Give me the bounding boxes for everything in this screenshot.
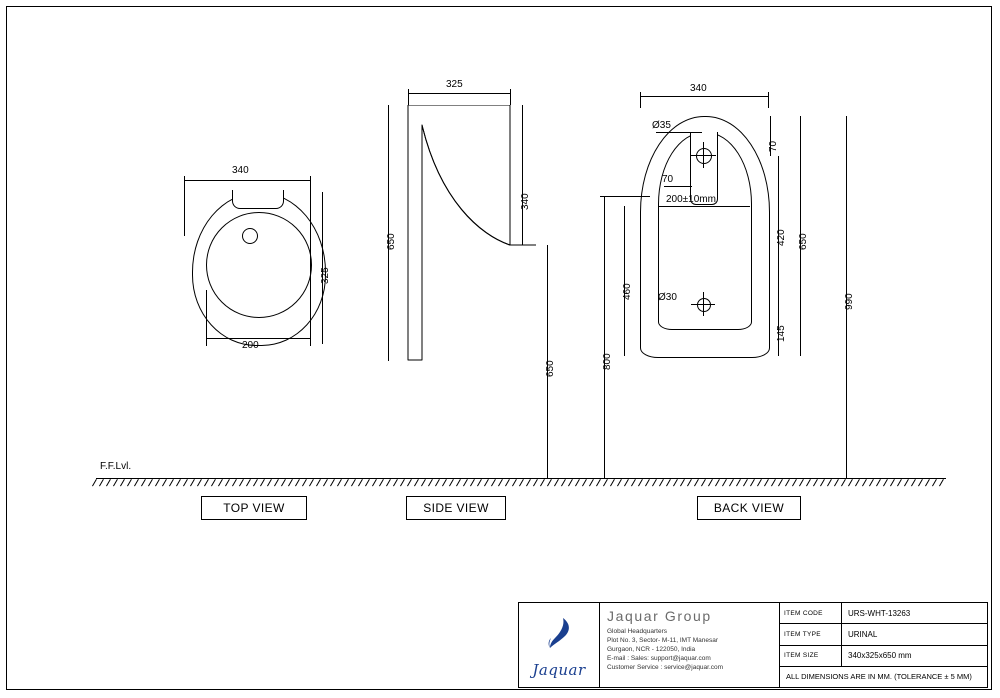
dim-label-200: 200	[242, 340, 259, 351]
hatch-tick	[120, 479, 125, 486]
hatch-tick	[855, 479, 860, 486]
dim-line-340-side	[522, 105, 523, 245]
hatch-tick	[624, 479, 629, 486]
hatch-tick	[218, 479, 223, 486]
dim-label-70-top: 70	[768, 140, 779, 152]
dim-label-800: 800	[602, 353, 613, 370]
hatch-tick	[288, 479, 293, 486]
hatch-tick	[505, 479, 510, 486]
spec-key: ITEM SIZE	[780, 646, 842, 666]
hatch-tick	[638, 479, 643, 486]
hatch-tick	[239, 479, 244, 486]
top-view-inlet-hole	[242, 228, 258, 244]
hatch-tick	[603, 479, 608, 486]
hatch-tick	[274, 479, 279, 486]
hatch-tick	[414, 479, 419, 486]
hatch-tick	[848, 479, 853, 486]
top-view-notch	[232, 190, 284, 209]
hatch-tick	[533, 479, 538, 486]
hatch-tick	[834, 479, 839, 486]
hatch-tick	[330, 479, 335, 486]
hatch-tick	[729, 479, 734, 486]
company-name: Jaquar Group	[607, 608, 712, 624]
hatch-tick	[302, 479, 307, 486]
hatch-tick	[568, 479, 573, 486]
hatch-tick	[876, 479, 881, 486]
dim-label-325: 325	[320, 267, 331, 284]
dim-label-650-side: 650	[386, 233, 397, 250]
spec-row-item-type	[780, 624, 987, 645]
hatch-tick	[113, 479, 118, 486]
dim-line-460	[624, 206, 625, 356]
dim-label-200-centres: 200±10mm	[666, 194, 716, 205]
hatch-tick	[939, 479, 944, 486]
dim-label-340-top: 340	[232, 165, 249, 176]
floor-level-label: F.F.Lvl.	[100, 461, 132, 472]
hatch-tick	[393, 479, 398, 486]
hatch-tick	[435, 479, 440, 486]
spec-key: ITEM TYPE	[780, 624, 842, 644]
hatch-tick	[869, 479, 874, 486]
dim-line-340-back	[640, 96, 768, 97]
hatch-tick	[820, 479, 825, 486]
hatch-tick	[694, 479, 699, 486]
dim-ext-line	[310, 176, 311, 346]
view-label-back: BACK VIEW	[697, 496, 801, 520]
hatch-tick	[351, 479, 356, 486]
dim-label-145: 145	[776, 325, 787, 342]
hatch-tick	[659, 479, 664, 486]
hatch-tick	[148, 479, 153, 486]
hatch-tick	[407, 479, 412, 486]
hatch-tick	[379, 479, 384, 486]
dim-ext-line	[600, 196, 650, 197]
hatch-tick	[673, 479, 678, 486]
top-view-drawing	[170, 165, 350, 360]
hatch-tick	[890, 479, 895, 486]
hatch-tick	[190, 479, 195, 486]
hatch-tick	[512, 479, 517, 486]
spec-value-item-size: 340x325x650 mm	[848, 651, 912, 661]
hatch-tick	[617, 479, 622, 486]
hatch-tick	[799, 479, 804, 486]
dim-ext-line	[206, 290, 207, 346]
dim-ext-line	[768, 92, 769, 108]
hatch-tick	[211, 479, 216, 486]
hatch-tick	[358, 479, 363, 486]
hatch-tick	[610, 479, 615, 486]
hatch-tick	[428, 479, 433, 486]
hatch-tick	[337, 479, 342, 486]
hatch-tick	[645, 479, 650, 486]
hatch-tick	[197, 479, 202, 486]
dim-label-70-slot: 70	[662, 174, 674, 185]
hatch-tick	[400, 479, 405, 486]
dim-label-650-back: 650	[798, 233, 809, 250]
spec-value-item-code: URS-WHT-13263	[848, 608, 911, 618]
leader-line-d35	[656, 132, 702, 133]
view-label-side: SIDE VIEW	[406, 496, 506, 520]
dim-label-650-floor: 650	[545, 360, 556, 377]
hatch-tick	[547, 479, 552, 486]
hatch-tick	[309, 479, 314, 486]
hatch-tick	[701, 479, 706, 486]
company-info	[600, 603, 780, 687]
hatch-tick	[386, 479, 391, 486]
view-label-top: TOP VIEW	[201, 496, 307, 520]
dim-label-340-side: 340	[520, 193, 531, 210]
spec-row-note	[780, 667, 987, 687]
hatch-tick	[666, 479, 671, 486]
hatch-tick	[764, 479, 769, 486]
hatch-tick	[372, 479, 377, 486]
dim-line-200-centres	[658, 206, 750, 207]
spec-value-item-type: URINAL	[848, 629, 878, 639]
hatch-tick	[687, 479, 692, 486]
hatch-tick	[911, 479, 916, 486]
dim-label-340-back: 340	[690, 83, 707, 94]
hatch-tick	[806, 479, 811, 486]
back-view-outlet-hole	[697, 298, 711, 312]
hatch-tick	[498, 479, 503, 486]
title-block	[518, 602, 988, 688]
dim-label-d30: Ø30	[658, 292, 677, 303]
hatch-tick	[106, 479, 111, 486]
centre-mark	[703, 142, 704, 168]
hatch-tick	[575, 479, 580, 486]
dim-ext-line	[510, 89, 511, 105]
hatch-tick	[743, 479, 748, 486]
hatch-tick	[491, 479, 496, 486]
dim-ext-line	[640, 92, 641, 108]
hatch-tick	[582, 479, 587, 486]
dim-label-d35: Ø35	[652, 120, 671, 131]
side-view-drawing	[386, 79, 560, 377]
hatch-tick	[421, 479, 426, 486]
hatch-tick	[470, 479, 475, 486]
hatch-tick	[232, 479, 237, 486]
spec-row-item-size	[780, 646, 987, 667]
hatch-tick	[204, 479, 209, 486]
hatch-tick	[295, 479, 300, 486]
hatch-tick	[715, 479, 720, 486]
address-line: Plot No. 3, Sector- M-11, IMT Manesar	[607, 637, 719, 644]
hatch-tick	[736, 479, 741, 486]
address-line: Customer Service : service@jaquar.com	[607, 664, 724, 671]
hatch-tick	[680, 479, 685, 486]
hatch-tick	[722, 479, 727, 486]
hatch-tick	[141, 479, 146, 486]
dim-line-325-side	[408, 93, 510, 94]
floor-line	[96, 478, 946, 488]
dim-label-460: 460	[622, 283, 633, 300]
hatch-tick	[225, 479, 230, 486]
dim-label-420: 420	[776, 229, 787, 246]
tolerance-note: ALL DIMENSIONS ARE IN MM. (TOLERANCE ± 5 MM)	[786, 672, 972, 682]
jaquar-logo-icon	[544, 617, 574, 651]
hatch-tick	[708, 479, 713, 486]
spec-fields	[780, 603, 987, 687]
hatch-tick	[344, 479, 349, 486]
hatch-tick	[778, 479, 783, 486]
hatch-tick	[757, 479, 762, 486]
hatch-tick	[365, 479, 370, 486]
hatch-tick	[883, 479, 888, 486]
hatch-tick	[484, 479, 489, 486]
hatch-tick	[792, 479, 797, 486]
hatch-tick	[631, 479, 636, 486]
brand-wordmark: Jaquar	[532, 661, 586, 679]
hatch-tick	[99, 479, 104, 486]
hatch-tick	[561, 479, 566, 486]
hatch-tick	[918, 479, 923, 486]
hatch-tick	[456, 479, 461, 486]
hatch-tick	[540, 479, 545, 486]
spec-key: ITEM CODE	[780, 603, 842, 623]
dim-label-325-side: 325	[446, 79, 463, 90]
hatch-tick	[253, 479, 258, 486]
dim-line-70-slot	[664, 186, 692, 187]
address-line: Gurgaon, NCR - 122050, India	[607, 646, 696, 653]
brand-logo	[519, 603, 600, 687]
back-view-drawing	[602, 83, 855, 370]
hatch-tick	[477, 479, 482, 486]
hatch-tick	[281, 479, 286, 486]
hatch-tick	[904, 479, 909, 486]
dim-label-990: 990	[844, 293, 855, 310]
dim-ext-line	[408, 89, 409, 105]
hatch-tick	[323, 479, 328, 486]
hatch-tick	[813, 479, 818, 486]
hatch-tick	[246, 479, 251, 486]
address-line: E-mail : Sales: support@jaquar.com	[607, 655, 711, 662]
dim-line-340-top	[184, 180, 310, 181]
hatch-tick	[526, 479, 531, 486]
hatch-tick	[463, 479, 468, 486]
hatch-tick	[841, 479, 846, 486]
hatch-tick	[652, 479, 657, 486]
hatch-tick	[897, 479, 902, 486]
hatch-tick	[442, 479, 447, 486]
spec-row-item-code	[780, 603, 987, 624]
hatch-tick	[155, 479, 160, 486]
dim-ext-line	[184, 176, 185, 236]
hatch-tick	[519, 479, 524, 486]
hatch-tick	[827, 479, 832, 486]
dim-line-200	[206, 338, 310, 339]
hatch-tick	[267, 479, 272, 486]
hatch-tick	[176, 479, 181, 486]
hatch-tick	[771, 479, 776, 486]
hatch-tick	[260, 479, 265, 486]
hatch-tick	[932, 479, 937, 486]
hatch-tick	[183, 479, 188, 486]
hatch-tick	[589, 479, 594, 486]
hatch-tick	[554, 479, 559, 486]
hatch-tick	[785, 479, 790, 486]
top-view-inner-bowl	[206, 212, 312, 318]
hatch-tick	[169, 479, 174, 486]
hatch-tick	[750, 479, 755, 486]
back-view-top-hole	[696, 148, 712, 164]
hatch-tick	[316, 479, 321, 486]
hatch-tick	[449, 479, 454, 486]
hatch-tick	[162, 479, 167, 486]
hatch-tick	[925, 479, 930, 486]
centre-mark	[703, 292, 704, 316]
hatch-tick	[134, 479, 139, 486]
side-view-outline	[400, 105, 536, 361]
hatch-tick	[862, 479, 867, 486]
hatch-tick	[596, 479, 601, 486]
hatch-tick	[127, 479, 132, 486]
address-line: Global Headquarters	[607, 628, 667, 635]
dim-line-800	[604, 196, 605, 478]
